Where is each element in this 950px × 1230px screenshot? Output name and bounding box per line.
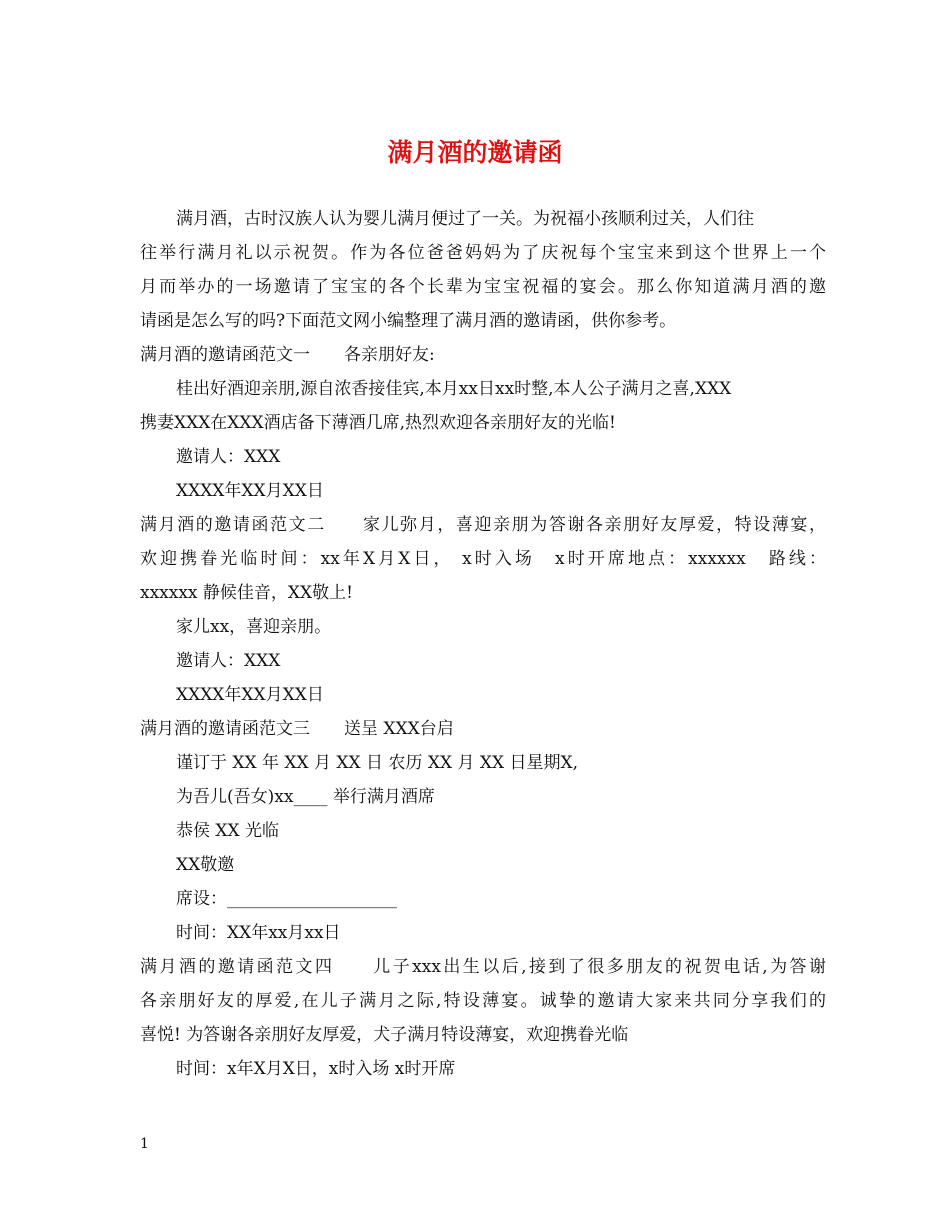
section-heading-3: 满月酒的邀请函范文三 送呈 XXX台启 (140, 719, 454, 739)
body-line-1: 满月酒，古时汉族人认为婴儿满月便过了一关。为祝福小孩顺利过关，人们往 (176, 209, 754, 229)
time-line-2: 时间：x年X月X日，x时入场 x时开席 (176, 1059, 456, 1079)
body-line-13: 家儿xx，喜迎亲朋。 (176, 617, 332, 637)
date-line-1: XXXX年XX月XX日 (176, 481, 324, 501)
body-line-7: 携妻XXX在XXX酒店备下薄酒几席,热烈欢迎各亲朋好友的光临! (140, 413, 616, 433)
page-title: 满月酒的邀请函 (387, 138, 563, 167)
date-line-2: XXXX年XX月XX日 (176, 685, 324, 705)
body-line-25: 喜悦! 为答谢各亲朋好友厚爱，犬子满月特设薄宴，欢迎携眷光临 (140, 1025, 629, 1045)
venue-line: 席设：____________________ (176, 889, 397, 909)
body-line-2: 往举行满月礼以示祝贺。作为各位爸爸妈妈为了庆祝每个宝宝来到这个世界上一个 (140, 243, 826, 263)
body-line-17: 谨订于 XX 年 XX 月 XX 日 农历 XX 月 XX 日星期X, (176, 753, 578, 773)
body-line-4: 请函是怎么写的吗?下面范文网小编整理了满月酒的邀请函，供你参考。 (140, 311, 677, 331)
section-heading-4: 满月酒的邀请函范文四 儿子xxx出生以后,接到了很多朋友的祝贺电话,为答谢 (140, 957, 826, 977)
body-line-20: XX敬邀 (176, 855, 235, 875)
page-number: 1 (140, 1136, 149, 1152)
time-line-1: 时间：XX年xx月xx日 (176, 923, 341, 943)
body-line-18: 为吾儿(吾女)xx____ 举行满月酒席 (176, 787, 435, 807)
body-line-19: 恭侯 XX 光临 (176, 821, 280, 841)
body-line-11: 欢迎携眷光临时间：xx年X月X日， x时入场 x时开席地点：xxxxxx 路线： (140, 549, 826, 569)
section-heading-2: 满月酒的邀请函范文二 家儿弥月，喜迎亲朋为答谢各亲朋好友厚爱，特设薄宴， (140, 515, 826, 535)
section-heading-1: 满月酒的邀请函范文一 各亲朋好友: (140, 345, 435, 365)
body-line-12: xxxxxx 静候佳音，XX敬上! (140, 583, 353, 603)
inviter-line-2: 邀请人：XXX (176, 651, 281, 671)
body-line-6: 桂出好酒迎亲朋,源自浓香接佳宾,本月xx日xx时整,本人公子满月之喜,XXX (176, 379, 732, 399)
inviter-line-1: 邀请人：XXX (176, 447, 281, 467)
body-line-24: 各亲朋好友的厚爱,在儿子满月之际,特设薄宴。诚挚的邀请大家来共同分享我们的 (140, 991, 826, 1011)
body-line-3: 月而举办的一场邀请了宝宝的各个长辈为宝宝祝福的宴会。那么你知道满月酒的邀 (140, 277, 826, 297)
